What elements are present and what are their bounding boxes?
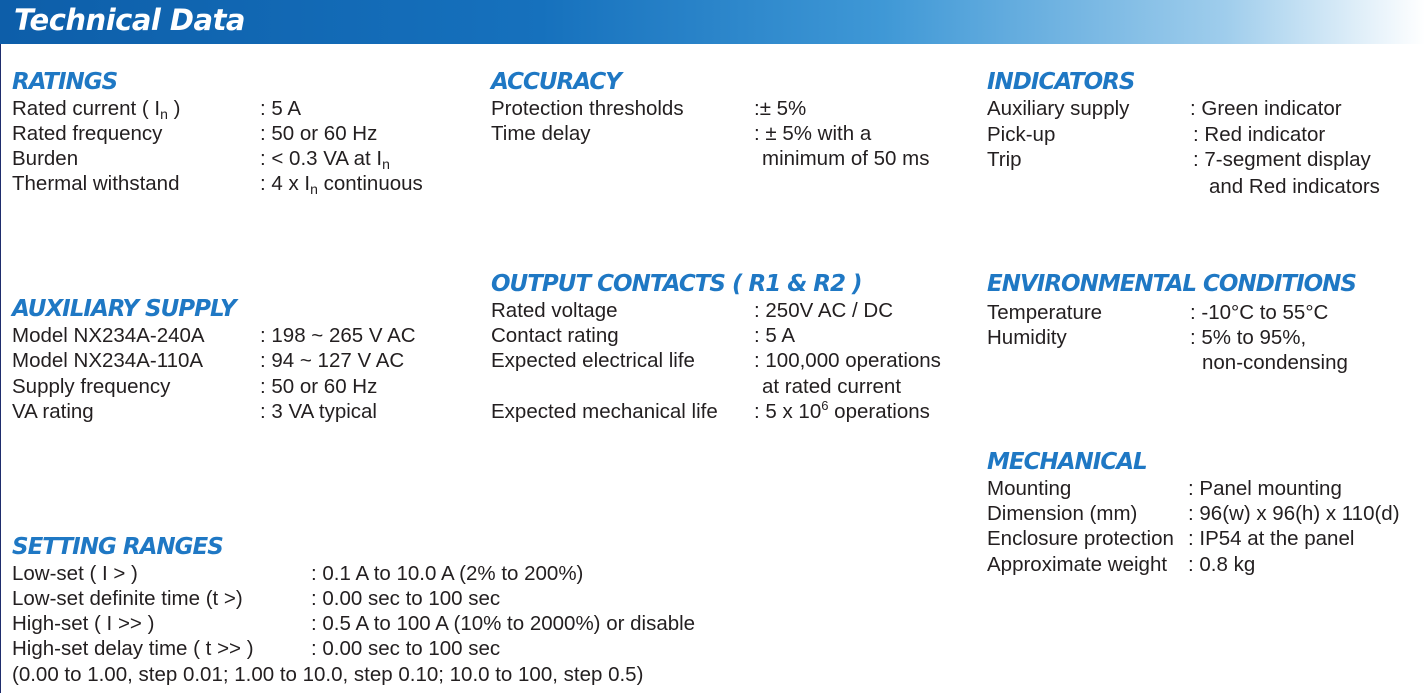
spec-value: and Red indicators xyxy=(1209,175,1380,198)
spec-label: Temperature xyxy=(987,301,1103,324)
spec-value: : 50 or 60 Hz xyxy=(260,375,378,398)
spec-value: : 50 or 60 Hz xyxy=(260,122,378,145)
spec-value: :± 5% xyxy=(754,97,807,120)
spec-value: : ± 5% with a xyxy=(754,122,872,145)
ratings-title: RATINGS xyxy=(12,69,118,95)
spec-value: : 198 ~ 265 V AC xyxy=(260,324,416,347)
spec-label: Rated voltage xyxy=(491,299,618,322)
spec-label: High-set ( I >> ) xyxy=(12,612,155,635)
spec-value: : 0.1 A to 10.0 A (2% to 200%) xyxy=(311,562,584,585)
spec-value: : 3 VA typical xyxy=(260,400,377,423)
spec-label: Burden xyxy=(12,147,79,170)
spec-value: : Panel mounting xyxy=(1188,477,1342,500)
spec-value: : Green indicator xyxy=(1190,97,1342,120)
spec-label: Low-set ( I > ) xyxy=(12,562,138,585)
output-contacts-title: OUTPUT CONTACTS ( R1 & R2 ) xyxy=(491,271,862,297)
spec-value: at rated current xyxy=(762,375,902,398)
mechanical-title: MECHANICAL xyxy=(987,449,1147,475)
setting-ranges-title: SETTING RANGES xyxy=(12,534,223,560)
accuracy-title: ACCURACY xyxy=(491,69,621,95)
spec-label: Rated current ( In ) xyxy=(12,97,181,122)
spec-label: Model NX234A-240A xyxy=(12,324,205,347)
spec-label: Auxiliary supply xyxy=(987,97,1130,120)
spec-label: Thermal withstand xyxy=(12,172,180,195)
spec-value: : Red indicator xyxy=(1193,123,1326,146)
spec-label: Rated frequency xyxy=(12,122,163,145)
spec-label: Dimension (mm) xyxy=(987,502,1138,525)
spec-value: : 100,000 operations xyxy=(754,349,941,372)
spec-label: Expected electrical life xyxy=(491,349,695,372)
auxiliary-supply-title: AUXILIARY SUPPLY xyxy=(12,296,236,322)
spec-label: Supply frequency xyxy=(12,375,171,398)
spec-label: Contact rating xyxy=(491,324,619,347)
spec-label: Trip xyxy=(987,148,1022,171)
spec-value: : 0.00 sec to 100 sec xyxy=(311,587,501,610)
spec-value: : < 0.3 VA at In xyxy=(260,147,390,172)
indicators-title: INDICATORS xyxy=(987,69,1135,95)
spec-label: Enclosure protection xyxy=(987,527,1174,550)
spec-label: Time delay xyxy=(491,122,591,145)
page-title: Technical Data xyxy=(14,3,246,37)
environmental-title: ENVIRONMENTAL CONDITIONS xyxy=(987,271,1356,297)
spec-label: Humidity xyxy=(987,326,1067,349)
spec-label: High-set delay time ( t >> ) xyxy=(12,637,254,660)
spec-label: Model NX234A-110A xyxy=(12,349,204,372)
spec-value: : 7-segment display xyxy=(1193,148,1371,171)
spec-value: : 250V AC / DC xyxy=(754,299,894,322)
spec-label: Pick-up xyxy=(987,123,1056,146)
setting-ranges-note: (0.00 to 1.00, step 0.01; 1.00 to 10.0, step 0.10; 10.0 to 100, step 0.5) xyxy=(12,663,644,686)
spec-label: Protection thresholds xyxy=(491,97,684,120)
spec-label: VA rating xyxy=(12,400,94,423)
frame-border xyxy=(0,44,1,693)
spec-value: : IP54 at the panel xyxy=(1188,527,1355,550)
spec-value: : 5 x $10^6$ operations xyxy=(754,398,930,423)
spec-value: : 0.5 A to 100 A (10% to 2000%) or disable xyxy=(311,612,696,635)
header-bar xyxy=(0,0,1425,44)
spec-value: : 0.8 kg xyxy=(1188,553,1256,576)
spec-value: : 5 A xyxy=(260,97,302,120)
spec-value: : 4 x In continuous xyxy=(260,172,423,197)
spec-value: : 94 ~ 127 V AC xyxy=(260,349,405,372)
spec-value: : 0.00 sec to 100 sec xyxy=(311,637,501,660)
spec-value: minimum of 50 ms xyxy=(762,147,930,170)
spec-value: : 5% to 95%, xyxy=(1190,326,1307,349)
spec-label: Approximate weight xyxy=(987,553,1168,576)
spec-value: : -10°C to 55°C xyxy=(1190,301,1329,324)
spec-label: Expected mechanical life xyxy=(491,400,718,423)
spec-value: : 96(w) x 96(h) x 110(d) xyxy=(1188,502,1400,525)
spec-label: Mounting xyxy=(987,477,1072,500)
spec-label: Low-set definite time (t >) xyxy=(12,587,243,610)
spec-value: non-condensing xyxy=(1202,351,1348,374)
spec-value: : 5 A xyxy=(754,324,796,347)
